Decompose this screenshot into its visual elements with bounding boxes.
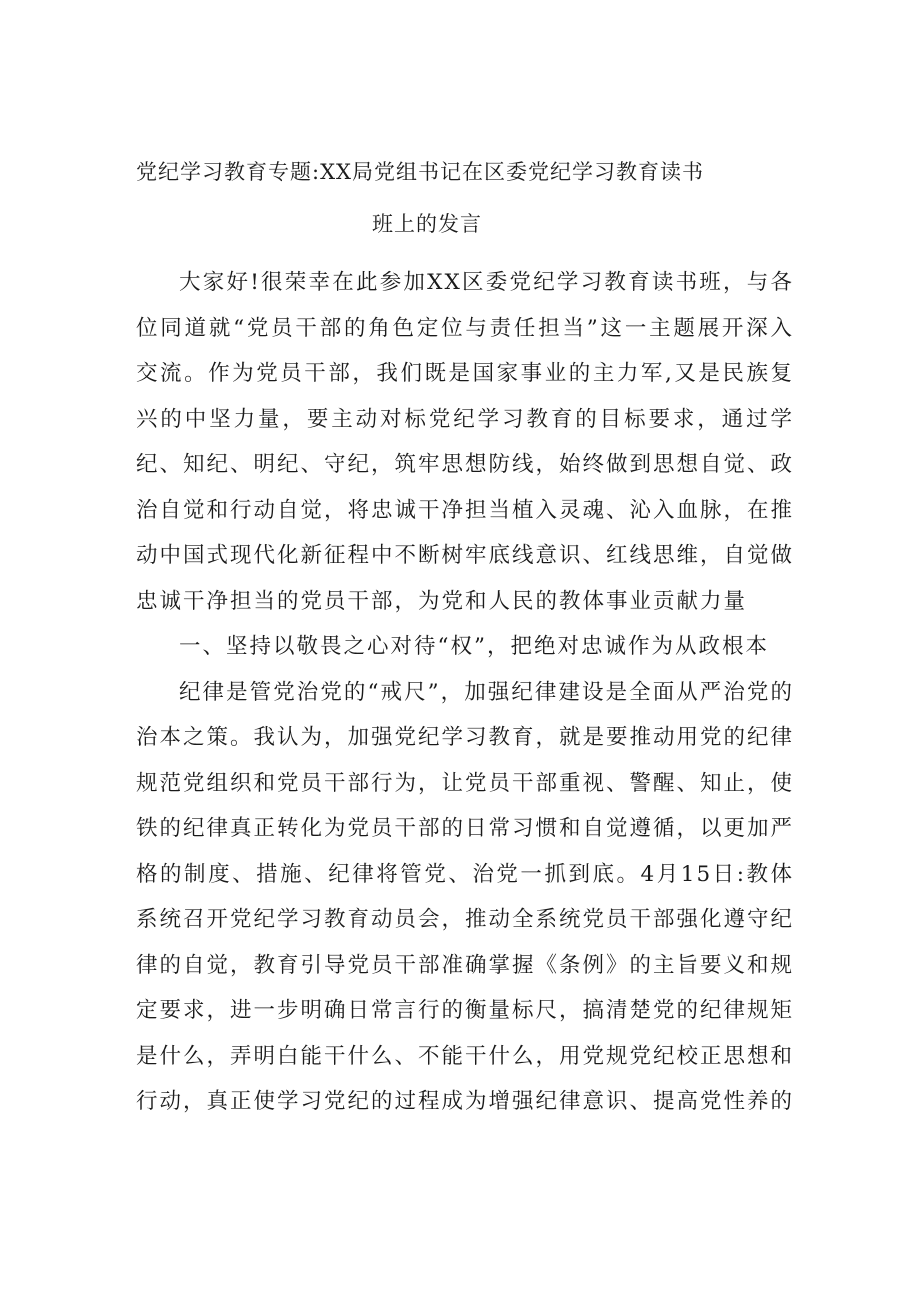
section-heading-1: 一、坚持以敬畏之心对待“权”，把绝对忠诚作为从政根本 [179,634,769,659]
paragraph-opening: 大家好!很荣幸在此参加XX区委党纪学习教育读书班，与各位同道就“党员干部的角色定位与责任担当”这一主题展开深入交流。作为党员干部，我们既是国家事业的主力军,又是民族复兴的中坚力量，要主动对标党纪学习教育的目标要求，通过学纪、知纪、明纪、守纪，筑牢思想防线，始终做到思想自觉、政治自觉和行动自觉，将忠诚干净担当植入灵魂、沁入血脉，在推动中国式现代化新征程中不断树牢底线意识、红线思维，自觉做忠诚干净担当的党员干部，为党和人民的教体事业贡献力量 [136,270,795,614]
document-title-line-2: 班上的发言 [372,212,482,236]
document-body [136,260,794,1125]
document-title-line-1: 党纪学习教育专题:XX局党组书记在区委党纪学习教育读书 [136,160,704,184]
paragraph-discipline: 纪律是管党治党的“戒尺”，加强纪律建设是全面从严治党的治本之策。我认为，加强党纪学习教育，就是要推动用党的纪律规范党组织和党员干部行为，让党员干部重视、警醒、知止，使铁的纪律真正转化为党员干部的日常习惯和自觉遵循，以更加严格的制度、措施、纪律将管党、治党一抓到底。4月15日:教体系统召开党纪学习教育动员会，推动全系统党员干部强化遵守纪律的自觉，教育引导党员干部准确掌握《条例》的主旨要义和规定要求，进一步明确日常言行的衡量标尺，搞清楚党的纪律规矩是什么，弄明白能干什么、不能干什么，用党规党纪校正思想和行动，真正使学习党纪的过程成为增强纪律意识、提高党性养的 [136,679,795,1114]
